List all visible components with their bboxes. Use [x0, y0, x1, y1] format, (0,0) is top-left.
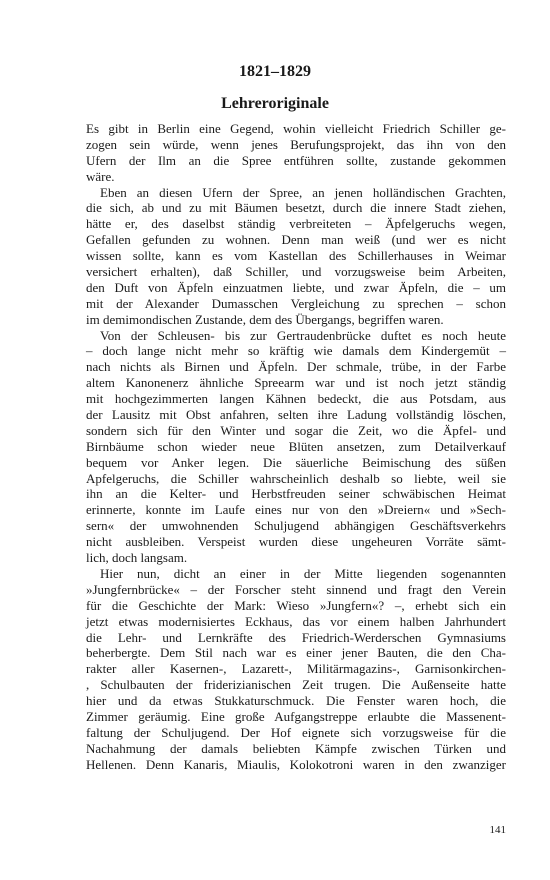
text-line: Ufern der Ilm an die Spree entführen sollte, zustande gekommen	[86, 152, 506, 168]
text-line: den Duft von Äpfeln einzuatmen liebte, und zwar Äpfeln, die – um	[86, 279, 506, 295]
text-line: zogen sein würde, wenn jenes Berufungsprojekt, das ihn von den	[86, 136, 506, 152]
text-line: im demimondischen Zustande, dem des Übergangs, begriffen waren.	[86, 311, 444, 327]
text-line: sern« der umwohnenden Schuljugend abhängigen Geschäftsverkehrs	[86, 518, 506, 534]
chapter-title: Lehreroriginale	[221, 95, 329, 112]
text-line: , Schulbauten der friderizianischen Zeit trugen. Die Außenseite hatte	[86, 677, 506, 693]
text-line: rakter aller Kasernen-, Lazarett-, Militärmagazins-, Garnisonkirchen-	[86, 661, 506, 677]
body-text	[86, 121, 506, 773]
text-line: bequem vor Anker legen. Die säuerliche Beimischung des süßen	[86, 454, 506, 470]
text-line: Apfelgeruchs, die Schiller wahrscheinlich deshalb so liebte, weil sie	[86, 470, 506, 486]
text-line: lich, doch langsam.	[86, 550, 188, 566]
text-line: mit hochgezimmerten langen Kähnen bedeckt, die aus Potsdam, aus	[86, 391, 506, 407]
text-line: ihn an die Kelter- und Herbstfreuden seiner schwäbischen Heimat	[86, 486, 506, 502]
text-line: die sich, ab und zu mit Bäumen besetzt, durch die innere Stadt ziehen,	[86, 200, 506, 216]
text-line: Hier nun, dicht an einer in der Mitte liegenden sogenannten	[100, 565, 506, 581]
text-line: hier und da etwas Stukkaturschmuck. Die Fenster waren hoch, die	[86, 693, 506, 709]
text-line: die Lehr- und Lernkräfte des Friedrich-Werderschen Gymnasiums	[86, 629, 506, 645]
text-line: Hellenen. Denn Kanaris, Miaulis, Kolokotroni waren in den zwanziger	[86, 756, 506, 772]
text-line: »Jungfernbrücke« – der Forscher steht sinnend und fragt den Verein	[86, 581, 506, 597]
text-line: – doch lange nicht mehr so kräftig wie damals dem Kindergemüt –	[86, 343, 506, 359]
text-line: Gefallen gefunden zu wohnen. Denn man weiß (und wer es nicht	[86, 232, 506, 248]
text-line: mit der Alexander Dumasschen Vergleichung zu sprechen – schon	[86, 295, 506, 311]
text-line: erinnerte, konnte im Laufe eines nur von den »Dreiern« und »Sech-	[86, 502, 506, 518]
text-line: Birnbäume schon wieder neue Blüten ansetzen, zum Detailverkauf	[86, 438, 506, 454]
text-line: hätte er, des daselbst ständig verbreiteten – Äpfelgeruchs wegen,	[86, 216, 506, 232]
text-line: faltung der Schuljugend. Der Hof eignete sich vorzugsweise für die	[86, 724, 506, 740]
page-number: 141	[489, 824, 506, 836]
text-line: Nachahmung der damals beliebten Kämpfe zwischen Türken und	[86, 740, 506, 756]
text-line: beherbergte. Dem Stil nach war es einer jener Bauten, die den Cha-	[86, 645, 506, 661]
text-line: wäre.	[86, 168, 115, 184]
text-line: versichert erhalten), daß Schiller, und vorzugsweise beim Arbeiten,	[86, 264, 506, 280]
text-line: Es gibt in Berlin eine Gegend, wohin vielleicht Friedrich Schiller ge-	[86, 121, 506, 136]
text-line: jetzt etwas modernisiertes Eckhaus, das vor einem halben Jahrhundert	[86, 613, 506, 629]
text-line: der Lausitz mit Obst anfahren, selten ihre Ladung vollständig löschen,	[86, 407, 506, 423]
text-line: sondern sich für den Winter und sogar die Zeit, wo die Äpfel- und	[86, 422, 506, 438]
text-line: altem Kanonenerz ähnliche Spreearm war und ist noch jetzt ständig	[86, 375, 506, 391]
text-line: Eben an diesen Ufern der Spree, an jenen holländischen Grachten,	[100, 184, 506, 200]
text-line: Zimmer geräumig. Eine große Aufgangstreppe erlaubte die Massenent-	[86, 708, 506, 724]
chapter-years: 1821–1829	[239, 63, 311, 80]
text-line: nicht ausbleiben. Verspeist wurden diese ungeheuren Vorräte sämt-	[86, 534, 506, 550]
text-line: Von der Schleusen- bis zur Gertraudenbrücke duftet es noch heute	[100, 327, 506, 343]
text-line: nach nichts als Birnen und Äpfeln. Der schmale, trübe, in der Farbe	[86, 359, 506, 375]
text-line: wissen sollte, kann es vom Kastellan des Schillerhauses in Weimar	[86, 248, 506, 264]
text-line: für die Geschichte der Mark: Wieso »Jungfern«? –, erhebt sich ein	[86, 597, 506, 613]
